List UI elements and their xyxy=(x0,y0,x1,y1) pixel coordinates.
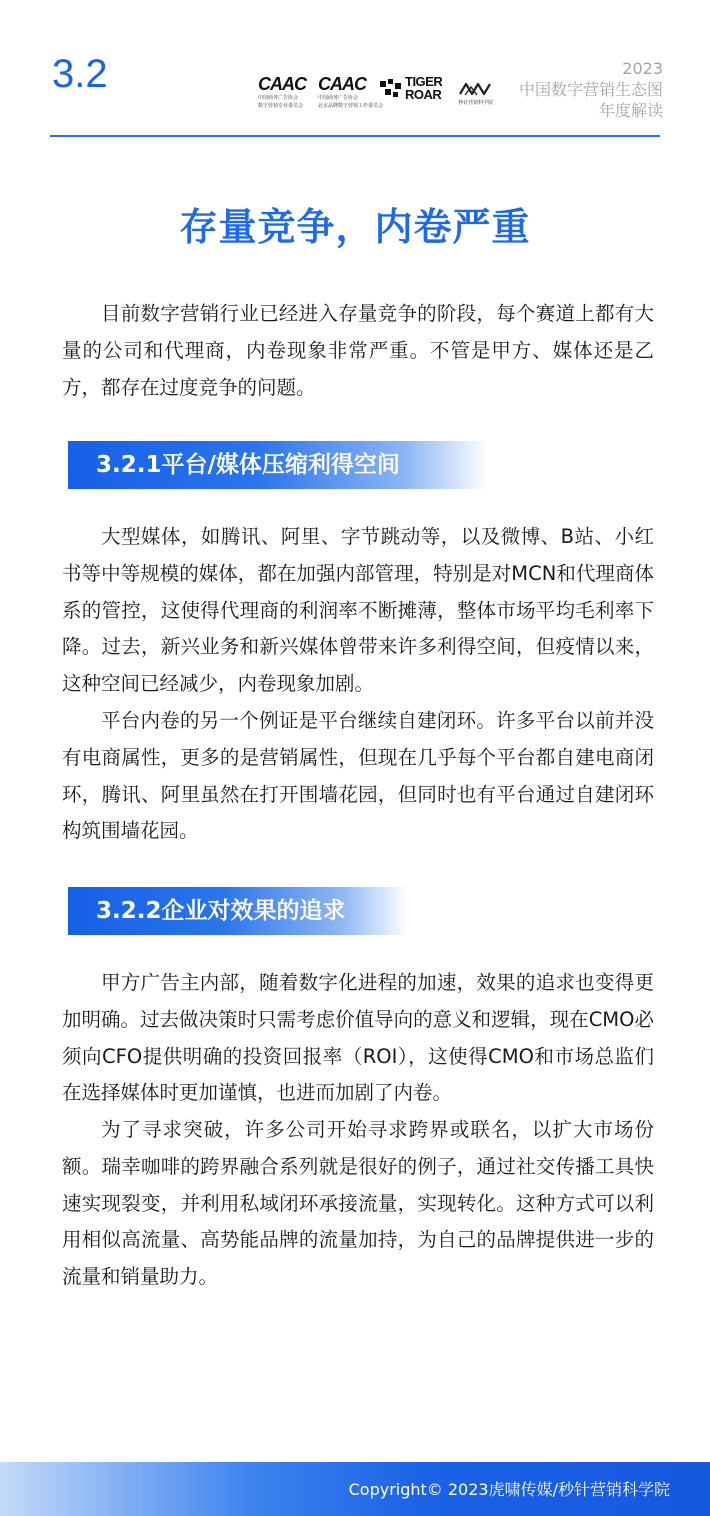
intro-paragraph: 目前数字营销行业已经进入存量竞争的阶段，每个赛道上都有大量的公司和代理商，内卷现象非常严重。不管是甲方、媒体还是乙方，都存在过度竞争的问题。 xyxy=(62,302,654,399)
section-heading-text: 3.2.1平台/媒体压缩利得空间 xyxy=(96,452,400,478)
report-title-line2: 年度解读 xyxy=(598,101,663,120)
section2-paragraph-1: 甲方广告主内部，随着数字化进程的加速，效果的追求也变得更加明确。过去做决策时只需考虑价值导向的意义和逻辑，现在CMO必须向CFO提供明确的投资回报率（ROI），这使得CMO和市场总监们在选择媒体时更加谨慎，也进而加剧了内卷。 xyxy=(62,971,654,1105)
tiger-roar-logo xyxy=(380,75,442,101)
section1-paragraph-1: 大型媒体，如腾讯、阿里、字节跳动等，以及微博、B站、小红书等中等规模的媒体，都在加强内部管理，特别是对MCN和代理商体系的管控，这使得代理商的利润率不断摊薄，整体市场平均毛利率下降。过去，新兴业务和新兴媒体曾带来许多利得空间，但疫情以来，这种空间已经减少，内卷现象加剧。 xyxy=(62,525,654,696)
section-heading-text: 3.2.2企业对效果的追求 xyxy=(96,898,346,924)
caac-mark: CAAC xyxy=(258,74,306,94)
tiger-pixel-icon xyxy=(380,79,402,101)
section2-paragraph-2: 为了寻求突破，许多公司开始寻求跨界或联名，以扩大市场份额。瑞幸咖啡的跨界融合系列就是很好的例子，通过社交传播工具快速实现裂变，并利用私域闭环承接流量，实现转化。这种方式可以利用相似高流量、高势能品牌的流量加持，为自己的品牌提供进一步的流量和销量助力。 xyxy=(62,1118,654,1289)
miaozhen-wave-icon xyxy=(459,81,493,97)
page-title: 存量竞争，内卷严重 xyxy=(179,205,531,249)
caac-digital-logo xyxy=(258,75,312,109)
caac-sub-line1: 中国商务广告协会 xyxy=(318,95,359,101)
report-title-line1: 中国数字营销生态图 xyxy=(518,80,663,99)
report-header xyxy=(519,58,663,121)
section-heading-3-2-2 xyxy=(68,887,408,935)
header-divider xyxy=(50,135,660,137)
caac-mark: CAAC xyxy=(318,74,366,94)
copyright-text: Copyright© 2023虎啸传媒/秒针营销科学院 xyxy=(348,1480,670,1499)
partner-logos xyxy=(258,75,493,119)
section-heading-3-2-1 xyxy=(68,441,488,489)
caac-sub-line1: 中国商务广告协会 xyxy=(258,95,299,101)
miaozhen-sub: 秒针营销科学院 xyxy=(458,100,494,106)
caac-sub-line2: 北京品牌数字营销工作委员会 xyxy=(318,103,384,109)
footer-bar xyxy=(0,1462,710,1516)
caac-sub-line2: 数字营销专业委员会 xyxy=(258,103,304,109)
tiger-text: TIGER xyxy=(405,74,443,89)
miaozhen-logo xyxy=(458,81,493,106)
roar-text: ROAR xyxy=(405,87,442,102)
section1-paragraph-2: 平台内卷的另一个例证是平台继续自建闭环。许多平台以前并没有电商属性，更多的是营销属性，但现在几乎每个平台都自建电商闭环，腾讯、阿里虽然在打开围墙花园，但同时也有平台通过自建闭环构筑围墙花园。 xyxy=(62,709,654,843)
report-year: 2023 xyxy=(622,59,663,78)
caac-beijing-logo xyxy=(318,74,384,109)
section-number: 3.2 xyxy=(52,52,108,96)
